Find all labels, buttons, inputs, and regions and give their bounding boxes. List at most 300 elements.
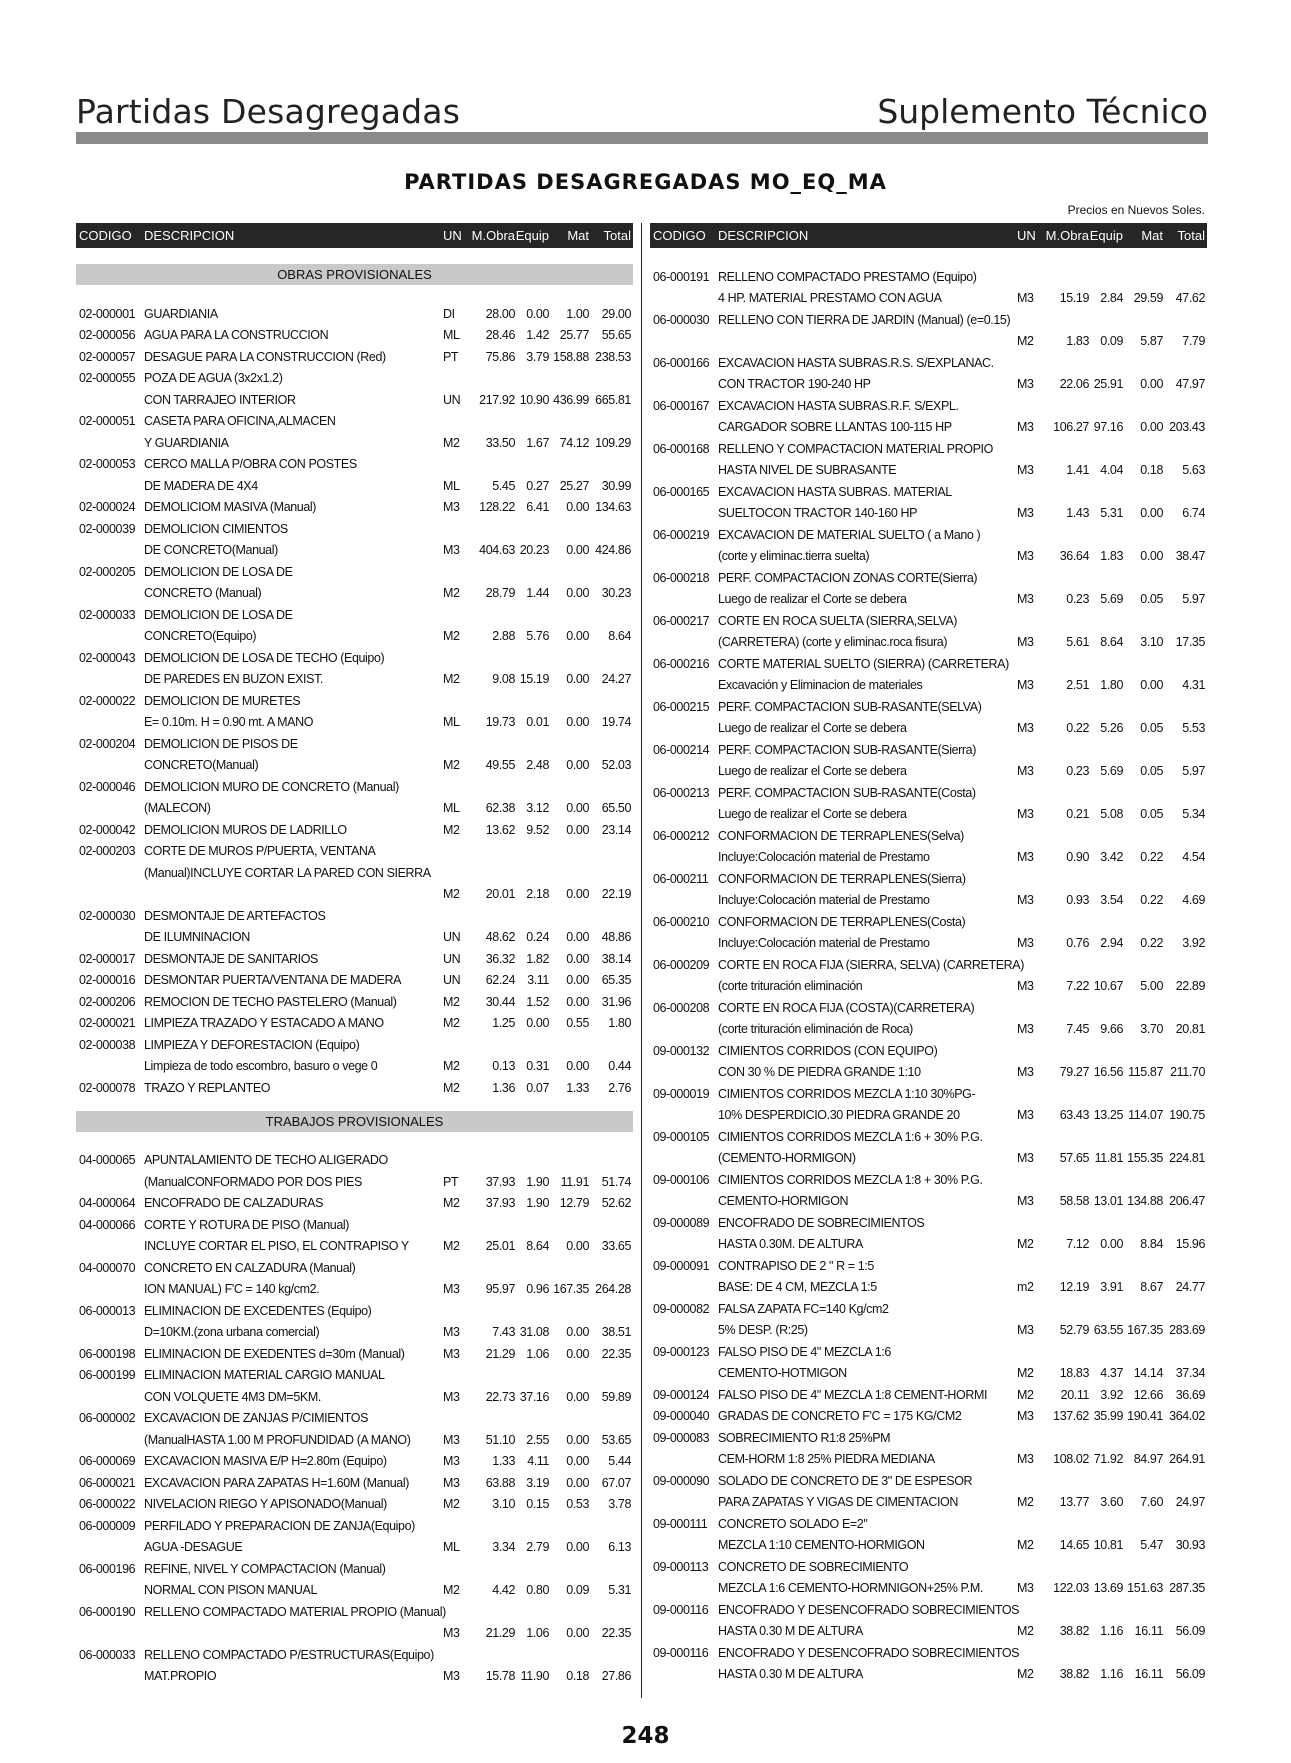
table-row (76, 837, 633, 859)
item-description: FALSA ZAPATA FC=140 Kg/cm2 (718, 1301, 889, 1316)
item-code: 06-000218 (653, 570, 710, 585)
item-total-cost: 38.51 (601, 1325, 631, 1339)
item-description: DEMOLICION DE MURETES (144, 693, 301, 708)
item-description: (corte y eliminac.tierra suelta) (718, 549, 870, 563)
item-description: CON TARRAJEO INTERIOR (144, 392, 296, 407)
item-unit: M3 (1017, 1581, 1034, 1595)
item-unit: M3 (1017, 807, 1034, 821)
item-description: (corte trituración eliminación (718, 979, 863, 993)
item-equipment-cost: 11.90 (520, 1669, 549, 1683)
item-labor-cost: 33.50 (485, 435, 515, 450)
item-labor-cost: 48.62 (485, 930, 515, 944)
item-description: PERF. COMPACTACION SUB-RASANTE(Costa) (718, 785, 976, 800)
item-labor-cost: 2.88 (492, 629, 515, 643)
item-description: CONCRETO(Equipo) (144, 629, 257, 643)
item-description: AGUA -DESAGUE (144, 1540, 243, 1554)
item-code: 06-000002 (79, 1411, 136, 1425)
item-equipment-cost: 0.00 (1100, 1237, 1123, 1251)
section-heading: OBRAS PROVISIONALES (76, 264, 633, 285)
table-row (650, 864, 1207, 886)
item-code: 09-000083 (653, 1430, 710, 1445)
item-description: RELLENO CON TIERRA DE JARDIN (Manual) (e=0.15) (718, 312, 1011, 327)
table-row (650, 1638, 1207, 1660)
item-description: DESMONTAR PUERTA/VENTANA DE MADERA (144, 973, 402, 987)
item-labor-cost: 0.90 (1066, 850, 1089, 864)
table-row (650, 1574, 1207, 1596)
item-equipment-cost: 2.55 (526, 1432, 549, 1447)
table-row (76, 794, 633, 816)
table-row (650, 1531, 1207, 1553)
item-unit: M3 (1017, 936, 1034, 950)
item-equipment-cost: 1.82 (526, 951, 549, 966)
item-unit: PT (443, 349, 459, 364)
table-row (650, 284, 1207, 306)
table-row (650, 843, 1207, 865)
item-code: 06-000168 (653, 441, 710, 456)
item-code: 02-000033 (79, 607, 136, 622)
item-description: (ManualCONFORMADO POR DOS PIES (144, 1174, 362, 1189)
table-row (650, 1273, 1207, 1295)
item-code: 04-000066 (79, 1217, 136, 1232)
item-total-cost: 4.31 (1182, 678, 1205, 692)
item-code: 02-000017 (79, 951, 136, 966)
table-row (650, 520, 1207, 542)
item-unit: M2 (1017, 1538, 1034, 1552)
item-total-cost: 109.29 (595, 435, 631, 450)
item-total-cost: 20.81 (1175, 1022, 1205, 1036)
table-row (76, 1052, 633, 1074)
table-row (650, 1445, 1207, 1467)
item-labor-cost: 62.38 (485, 801, 515, 815)
item-description: AGUA PARA LA CONSTRUCCION (144, 328, 329, 342)
item-code: 09-000113 (653, 1559, 709, 1574)
item-labor-cost: 122.03 (1053, 1581, 1089, 1595)
item-code: 09-000105 (653, 1129, 710, 1144)
item-description: Luego de realizar el Corte se debera (718, 764, 907, 778)
item-total-cost: 24.27 (601, 672, 631, 686)
item-description: Luego de realizar el Corte se debera (718, 721, 907, 735)
item-equipment-cost: 10.67 (1093, 979, 1123, 993)
item-description: CERCO MALLA P/OBRA CON POSTES (144, 457, 357, 471)
item-code: 06-000030 (653, 312, 710, 327)
item-labor-cost: 38.82 (1059, 1667, 1089, 1681)
table-row (650, 1187, 1207, 1209)
item-material-cost: 158.88 (553, 349, 589, 364)
item-equipment-cost: 1.83 (1100, 549, 1123, 563)
item-description: CIMIENTOS CORRIDOS MEZCLA 1:6 + 30% P.G. (718, 1129, 983, 1144)
item-equipment-cost: 3.92 (1100, 1387, 1123, 1402)
item-equipment-cost: 2.18 (526, 887, 549, 901)
item-total-cost: 56.09 (1175, 1667, 1205, 1681)
item-material-cost: 0.00 (1140, 377, 1163, 391)
item-material-cost: 0.09 (566, 1583, 589, 1597)
item-unit: M3 (1017, 764, 1034, 778)
item-description: PERFILADO Y PREPARACION DE ZANJA(Equipo) (144, 1518, 415, 1533)
item-unit: M3 (1017, 678, 1034, 692)
table-row (650, 1144, 1207, 1166)
item-code: 09-000019 (653, 1086, 710, 1101)
table-row (76, 1232, 633, 1254)
item-material-cost: 84.97 (1133, 1452, 1163, 1466)
item-description: (CEMENTO-HORMIGON) (718, 1151, 856, 1165)
item-description: RELLENO COMPACTADO P/ESTRUCTURAS(Equipo) (144, 1647, 434, 1662)
table-row (650, 1122, 1207, 1144)
table-row (650, 413, 1207, 435)
item-code: 02-000203 (79, 844, 136, 858)
item-code: 04-000064 (79, 1196, 136, 1210)
header-bar (76, 132, 1208, 144)
item-material-cost: 0.05 (1140, 721, 1163, 735)
item-description: SOBRECIMIENTO R1:8 25%PM (718, 1430, 891, 1445)
item-unit: M3 (443, 543, 460, 557)
item-equipment-cost: 0.01 (526, 715, 549, 729)
item-labor-cost: 13.77 (1059, 1495, 1089, 1509)
item-description: (ManualHASTA 1.00 M PROFUNDIDAD (A MANO) (144, 1432, 411, 1447)
item-material-cost: 12.79 (559, 1196, 589, 1210)
table-row (76, 751, 633, 773)
table-row (650, 1617, 1207, 1639)
item-material-cost: 0.00 (566, 500, 589, 514)
item-unit: M2 (443, 435, 460, 450)
item-equipment-cost: 8.64 (1100, 635, 1123, 649)
item-total-cost: 8.64 (608, 629, 631, 643)
item-unit: M3 (1017, 1108, 1034, 1122)
item-description: CEMENTO-HOTMIGON (718, 1366, 847, 1380)
item-description: EXCAVACION MASIVA E/P H=2.80m (Equipo) (144, 1454, 387, 1468)
item-total-cost: 52.62 (601, 1196, 631, 1210)
item-equipment-cost: 31.08 (519, 1325, 549, 1339)
item-description: DEMOLICION DE LOSA DE TECHO (Equipo) (144, 650, 385, 665)
item-material-cost: 74.12 (559, 435, 589, 450)
col-total-header: Total (603, 228, 631, 243)
item-material-cost: 3.70 (1140, 1022, 1163, 1036)
item-equipment-cost: 1.67 (526, 435, 549, 450)
item-material-cost: 0.00 (566, 973, 589, 987)
item-description: CONCRETO (Manual) (144, 586, 262, 600)
item-labor-cost: 28.00 (485, 306, 515, 321)
item-description: CONTRAPISO DE 2 " R = 1:5 (718, 1258, 874, 1273)
item-equipment-cost: 9.66 (1100, 1022, 1123, 1036)
table-row (76, 1447, 633, 1469)
item-code: 09-000116 (653, 1602, 709, 1617)
item-total-cost: 30.93 (1175, 1538, 1205, 1552)
item-code: 06-000208 (653, 1000, 710, 1015)
item-labor-cost: 1.83 (1066, 334, 1089, 348)
col-code-header: CODIGO (79, 228, 132, 243)
item-description: Limpieza de todo escombro, basuro o vege 0 (144, 1059, 378, 1073)
item-labor-cost: 0.13 (492, 1059, 515, 1073)
table-row (76, 321, 633, 343)
table-row (76, 1253, 633, 1275)
table-row (76, 1468, 633, 1490)
item-code: 02-000016 (79, 973, 136, 987)
table-row (650, 1359, 1207, 1381)
item-labor-cost: 14.65 (1059, 1538, 1089, 1552)
item-code: 06-000021 (79, 1475, 136, 1490)
table-row (76, 708, 633, 730)
item-description: HASTA NIVEL DE SUBRASANTE (718, 463, 897, 477)
item-code: 06-000165 (653, 484, 710, 499)
item-description: SUELTOCON TRACTOR 140-160 HP (718, 506, 918, 520)
item-equipment-cost: 5.69 (1100, 592, 1123, 606)
table-row (650, 1552, 1207, 1574)
item-material-cost: 29.59 (1133, 291, 1163, 305)
item-labor-cost: 21.29 (485, 1626, 515, 1640)
item-material-cost: 0.05 (1140, 807, 1163, 821)
item-equipment-cost: 9.52 (526, 822, 549, 837)
table-row (650, 1337, 1207, 1359)
right-column-table (650, 223, 1207, 1681)
item-code: 02-000021 (79, 1016, 136, 1030)
table-row (650, 1036, 1207, 1058)
item-unit: ML (443, 328, 460, 342)
item-equipment-cost: 0.96 (526, 1282, 549, 1296)
item-unit: M3 (1017, 1065, 1034, 1079)
item-material-cost: 0.00 (1140, 506, 1163, 520)
item-equipment-cost: 0.07 (526, 1080, 549, 1095)
item-description: HASTA 0.30 M DE ALTURA (718, 1624, 863, 1638)
item-unit: M2 (443, 758, 460, 772)
item-code: 06-000009 (79, 1518, 136, 1533)
item-unit: M2 (443, 822, 460, 837)
item-code: 02-000053 (79, 457, 136, 471)
item-material-cost: 0.00 (566, 1346, 589, 1361)
col-desc-header: DESCRIPCION (144, 228, 235, 243)
item-labor-cost: 49.55 (485, 758, 515, 772)
item-unit: M3 (443, 1669, 460, 1683)
table-row (76, 1296, 633, 1318)
table-row (76, 665, 633, 687)
item-code: 06-000167 (653, 398, 710, 413)
item-unit: M2 (443, 1080, 460, 1095)
item-equipment-cost: 6.41 (526, 500, 549, 514)
table-row (650, 1058, 1207, 1080)
item-description: (Manual)INCLUYE CORTAR LA PARED CON SIERRA (144, 865, 431, 880)
table-row (76, 1361, 633, 1383)
item-description: CONCRETO EN CALZADURA (Manual) (144, 1260, 356, 1275)
item-unit: M2 (443, 887, 460, 901)
item-total-cost: 59.89 (601, 1389, 631, 1404)
item-total-cost: 37.34 (1175, 1366, 1205, 1380)
item-total-cost: 665.81 (595, 392, 631, 407)
item-equipment-cost: 3.91 (1100, 1280, 1123, 1294)
item-total-cost: 33.65 (601, 1239, 631, 1253)
item-material-cost: 0.00 (566, 887, 589, 901)
item-code: 06-000219 (653, 527, 710, 542)
row-spacer (76, 1132, 633, 1146)
item-description: DEMOLICION DE PISOS DE (144, 736, 298, 751)
table-row (76, 471, 633, 493)
item-description: REFINE, NIVEL Y COMPACTACION (Manual) (144, 1561, 386, 1576)
item-code: 06-000198 (79, 1346, 136, 1361)
table-row (76, 1554, 633, 1576)
table-row (650, 563, 1207, 585)
item-labor-cost: 19.73 (485, 715, 515, 729)
item-labor-cost: 137.62 (1053, 1409, 1089, 1423)
item-description: Excavación y Eliminacion de materiales (718, 678, 923, 692)
table-row (650, 628, 1207, 650)
table-header (650, 223, 1207, 248)
table-row (650, 649, 1207, 671)
item-labor-cost: 22.73 (485, 1389, 515, 1404)
item-unit: M3 (443, 1346, 460, 1361)
table-row (650, 542, 1207, 564)
item-equipment-cost: 0.24 (526, 930, 549, 944)
item-material-cost: 0.00 (566, 1389, 589, 1404)
item-labor-cost: 5.61 (1066, 635, 1089, 649)
item-total-cost: 23.14 (601, 822, 631, 837)
item-code: 06-000211 (653, 871, 709, 886)
item-description: APUNTALAMIENTO DE TECHO ALIGERADO (144, 1153, 388, 1167)
item-material-cost: 0.53 (566, 1497, 589, 1511)
item-description: DE CONCRETO(Manual) (144, 543, 278, 557)
item-description: EXCAVACION HASTA SUBRAS.R.F. S/EXPL. (718, 398, 959, 413)
table-row (76, 557, 633, 579)
table-row (650, 1165, 1207, 1187)
item-total-cost: 65.35 (601, 973, 631, 987)
table-row (650, 262, 1207, 284)
item-material-cost: 134.88 (1127, 1194, 1163, 1208)
item-material-cost: 0.18 (566, 1669, 589, 1683)
item-code: 06-000212 (653, 828, 710, 843)
item-total-cost: 283.69 (1169, 1323, 1205, 1337)
item-total-cost: 27.86 (601, 1669, 631, 1683)
table-row (76, 1533, 633, 1555)
item-unit: M3 (443, 1454, 460, 1468)
item-description: FALSO PISO DE 4" MEZCLA 1:6 (718, 1344, 891, 1359)
item-description: NORMAL CON PISON MANUAL (144, 1583, 318, 1597)
item-code: 09-000116 (653, 1645, 709, 1660)
table-row (76, 1275, 633, 1297)
item-code: 02-000057 (79, 349, 136, 364)
item-description: DESMONTAJE DE SANITARIOS (144, 951, 318, 966)
item-unit: M3 (443, 1325, 460, 1339)
item-description: LIMPIEZA TRAZADO Y ESTACADO A MANO (144, 1016, 384, 1030)
item-labor-cost: 22.06 (1059, 377, 1089, 391)
item-equipment-cost: 5.08 (1100, 807, 1123, 821)
table-row (650, 993, 1207, 1015)
item-equipment-cost: 4.04 (1100, 463, 1123, 477)
item-code: 02-000046 (79, 779, 136, 794)
item-equipment-cost: 3.12 (526, 801, 549, 815)
item-unit: M2 (1017, 334, 1034, 348)
item-description: CARGADOR SOBRE LLANTAS 100-115 HP (718, 420, 952, 434)
item-description: GUARDIANIA (144, 306, 218, 321)
item-total-cost: 424.86 (595, 543, 631, 557)
item-material-cost: 0.00 (1140, 549, 1163, 563)
item-unit: M3 (1017, 979, 1034, 993)
table-row (76, 1490, 633, 1512)
item-equipment-cost: 3.19 (526, 1475, 549, 1490)
item-equipment-cost: 71.92 (1093, 1452, 1123, 1466)
table-row (650, 735, 1207, 757)
item-unit: M2 (443, 1239, 460, 1253)
item-material-cost: 0.00 (566, 801, 589, 815)
item-equipment-cost: 13.01 (1093, 1194, 1123, 1208)
item-labor-cost: 0.76 (1066, 936, 1089, 950)
table-row (650, 1660, 1207, 1682)
item-code: 02-000206 (79, 994, 136, 1009)
item-total-cost: 2.76 (608, 1080, 631, 1095)
item-equipment-cost: 3.60 (1100, 1495, 1123, 1509)
item-description: DEMOLICION DE LOSA DE (144, 607, 293, 622)
item-code: 04-000065 (79, 1153, 136, 1167)
item-unit: UN (443, 930, 461, 944)
item-description: DE MADERA DE 4X4 (144, 478, 258, 493)
item-total-cost: 264.91 (1169, 1452, 1205, 1466)
item-unit: M2 (443, 1497, 460, 1511)
item-material-cost: 5.00 (1140, 979, 1163, 993)
item-total-cost: 5.34 (1182, 807, 1205, 821)
item-description: DESMONTAJE DE ARTEFACTOS (144, 908, 326, 923)
item-description: HASTA 0.30M. DE ALTURA (718, 1237, 863, 1251)
item-total-cost: 31.96 (601, 994, 631, 1009)
item-code: 02-000039 (79, 521, 136, 536)
item-total-cost: 65.50 (601, 801, 631, 815)
item-total-cost: 22.89 (1175, 979, 1205, 993)
item-total-cost: 24.97 (1175, 1495, 1205, 1509)
item-labor-cost: 28.79 (485, 586, 515, 600)
item-labor-cost: 128.22 (479, 500, 515, 514)
table-row (76, 966, 633, 988)
item-equipment-cost: 3.79 (526, 349, 549, 364)
item-description: DEMOLICIOM MASIVA (Manual) (144, 500, 317, 514)
item-total-cost: 3.92 (1182, 936, 1205, 950)
item-labor-cost: 1.41 (1066, 463, 1089, 477)
item-equipment-cost: 13.25 (1093, 1108, 1123, 1122)
item-code: 09-000106 (653, 1172, 710, 1187)
table-row (76, 407, 633, 429)
col-ma-header: Mat (1141, 228, 1163, 243)
item-labor-cost: 1.25 (492, 1016, 515, 1030)
page-number: 248 (621, 1723, 670, 1749)
item-total-cost: 47.97 (1175, 377, 1205, 391)
item-labor-cost: 21.29 (485, 1346, 515, 1361)
item-description: CASETA PARA OFICINA,ALMACEN (144, 414, 336, 428)
item-unit: M2 (443, 1583, 460, 1597)
item-material-cost: 3.10 (1140, 635, 1163, 649)
item-description: CORTE Y ROTURA DE PISO (Manual) (144, 1217, 350, 1232)
table-row (76, 342, 633, 364)
item-material-cost: 0.18 (1140, 463, 1163, 477)
table-row (76, 1511, 633, 1533)
table-row (650, 1595, 1207, 1617)
item-unit: M3 (443, 1475, 460, 1490)
item-description: CEMENTO-HORMIGON (718, 1194, 849, 1208)
item-equipment-cost: 2.94 (1100, 936, 1123, 950)
item-equipment-cost: 0.80 (526, 1583, 549, 1597)
item-labor-cost: 9.08 (492, 672, 515, 686)
item-labor-cost: 51.10 (485, 1432, 515, 1447)
item-description: CIMIENTOS CORRIDOS MEZCLA 1:10 30%PG- (718, 1086, 976, 1101)
table-row (76, 1318, 633, 1340)
item-code: 06-000013 (79, 1303, 136, 1318)
item-description: ENCOFRADO Y DESENCOFRADO SOBRECIMIENTOS (718, 1645, 1020, 1660)
item-unit: ML (443, 715, 460, 729)
item-code: 04-000070 (79, 1260, 136, 1275)
table-row (76, 428, 633, 450)
table-row (76, 1597, 633, 1619)
item-description: Luego de realizar el Corte se debera (718, 807, 907, 821)
table-row (650, 348, 1207, 370)
item-material-cost: 151.63 (1127, 1581, 1163, 1595)
item-unit: M2 (443, 1196, 460, 1210)
right-table-body (650, 248, 1207, 1681)
item-code: 06-000213 (653, 785, 710, 800)
item-equipment-cost: 1.16 (1100, 1667, 1123, 1681)
item-equipment-cost: 4.37 (1100, 1366, 1123, 1380)
item-description: PARA ZAPATAS Y VIGAS DE CIMENTACION (718, 1495, 958, 1509)
